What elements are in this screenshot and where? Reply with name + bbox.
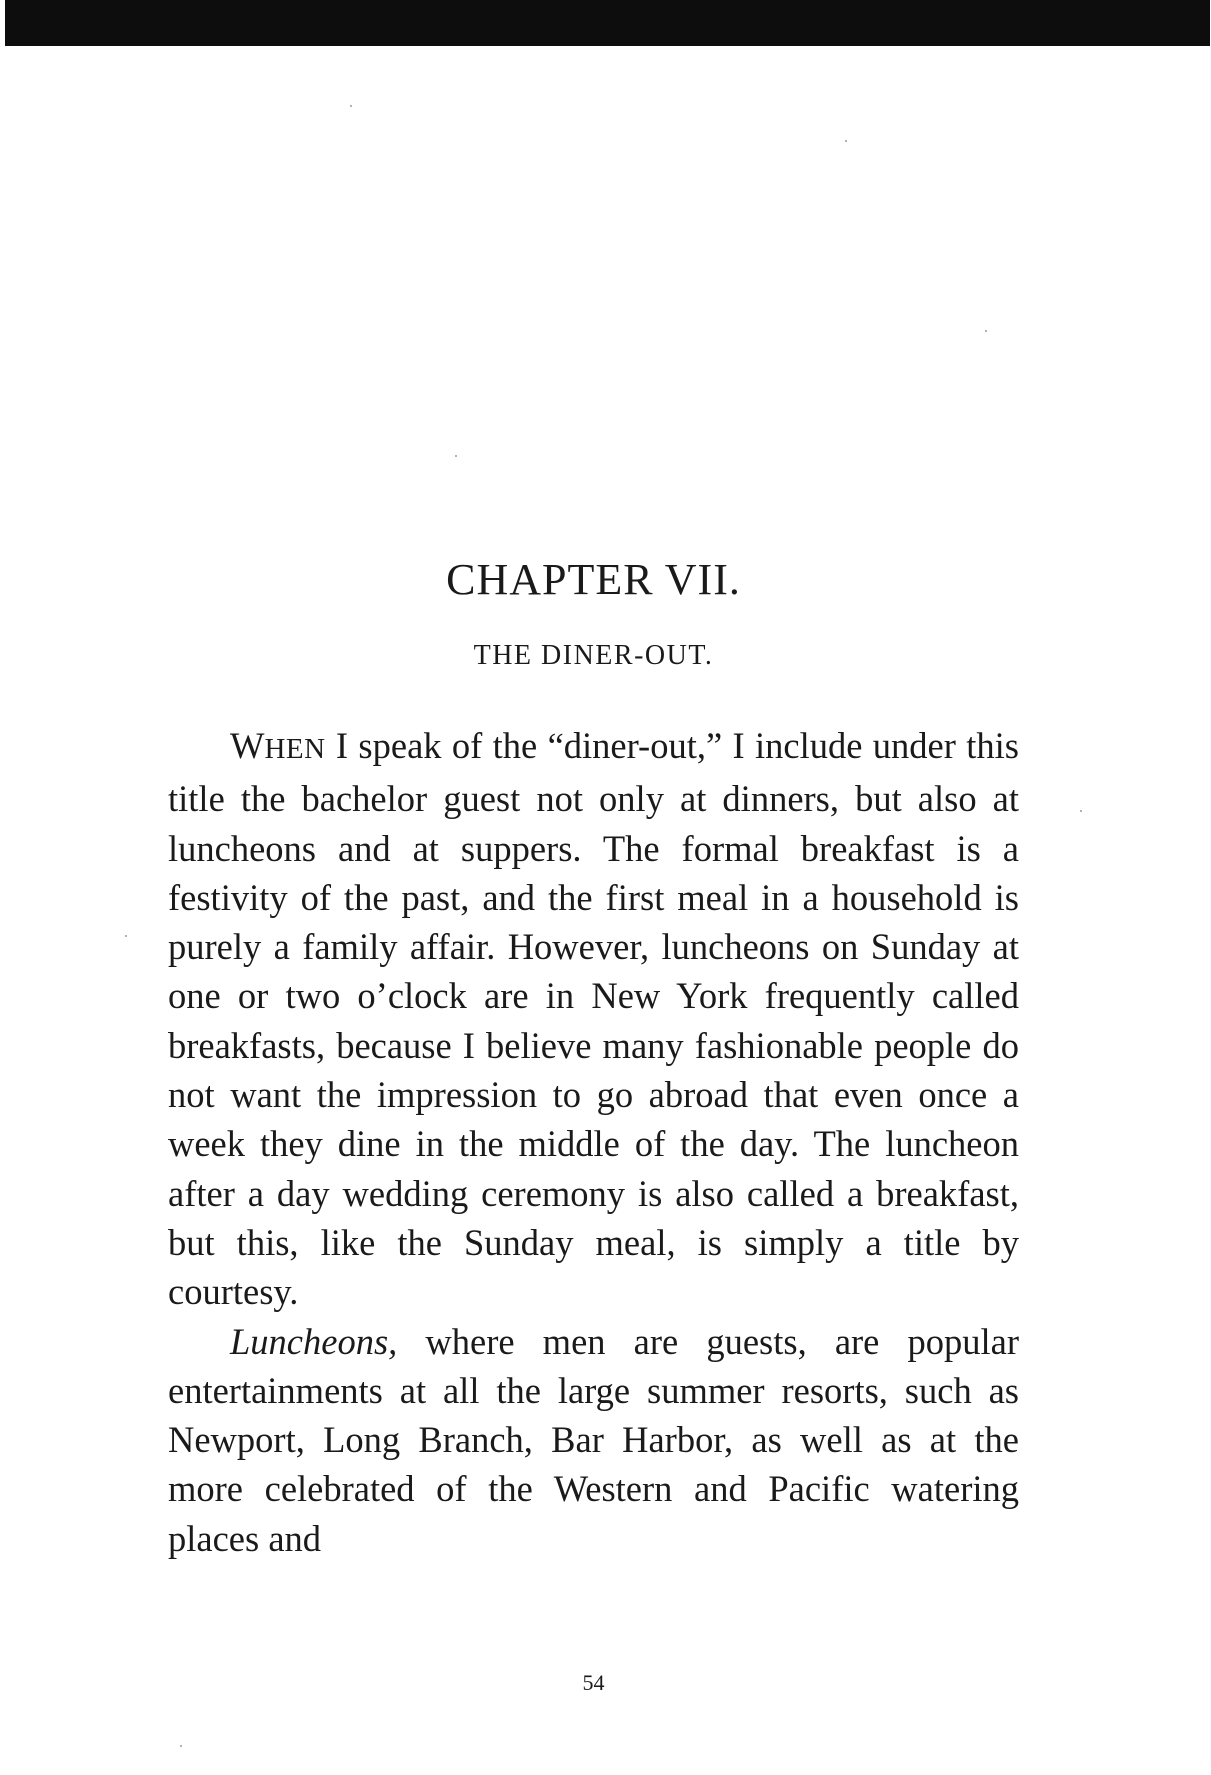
scan-top-border — [5, 0, 1210, 46]
scan-speck — [455, 455, 457, 457]
paragraph-2 — [168, 1317, 1019, 1563]
body-text — [168, 721, 1019, 1563]
scan-speck — [350, 105, 352, 107]
page-number: 54 — [582, 1670, 605, 1695]
lead-word — [230, 725, 326, 766]
chapter-title: CHAPTER VII. — [446, 555, 741, 604]
scan-speck — [180, 1745, 182, 1747]
lead-initial: W — [230, 725, 265, 766]
paragraph-1-text: I speak of the “diner-out,” I include under this title the bachelor guest not only at dinners, but also at luncheons and at suppers. The formal breakfast is a festivity of the past, and the first meal in a household is purely a family affair. However, luncheons on Sunday at one or two o’clock are in New York frequently called breakfasts, because I believe many fashionable people do not want the impression to go abroad that even once a week they dine in the middle of the day. The luncheon after a day wedding ceremony is also called a breakfast, but this, like the Sunday meal, is simply a title by courtesy. — [168, 725, 1019, 1313]
scan-speck — [845, 140, 847, 142]
lead-rest: HEN — [264, 733, 326, 765]
scan-speck — [985, 330, 987, 332]
paragraph-1 — [168, 721, 1019, 1317]
chapter-subtitle: THE DINER-OUT. — [473, 640, 714, 671]
scan-speck — [125, 935, 127, 937]
paragraph-2-italic-lead: Luncheons, — [230, 1320, 398, 1362]
paragraph-2-text: where men are guests, are popular entertainments at all the large summer resorts, such as Newport, Long Branch, Bar Harbor, as well as at the more celebrated of the Western and Pacific watering places and — [168, 1320, 1019, 1559]
scan-speck — [1080, 810, 1082, 812]
